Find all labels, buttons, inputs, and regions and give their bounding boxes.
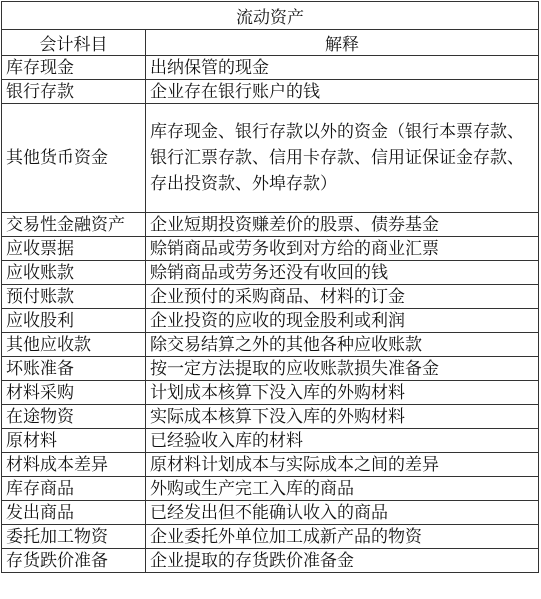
table-row bbox=[2, 501, 539, 525]
table-row bbox=[2, 80, 539, 104]
table-row bbox=[2, 285, 539, 309]
table-row bbox=[2, 357, 539, 381]
table-row bbox=[2, 477, 539, 501]
account-term: 材料采购 bbox=[2, 381, 146, 405]
table-row bbox=[2, 261, 539, 285]
table-row bbox=[2, 429, 539, 453]
table-row bbox=[2, 56, 539, 80]
account-term: 交易性金融资产 bbox=[2, 213, 146, 237]
table-row bbox=[2, 333, 539, 357]
table-row bbox=[2, 104, 539, 213]
account-description: 已经验收入库的材料 bbox=[146, 429, 539, 453]
account-term: 应收账款 bbox=[2, 261, 146, 285]
column-header-term: 会计科目 bbox=[2, 30, 146, 56]
account-term: 应收股利 bbox=[2, 309, 146, 333]
account-description: 实际成本核算下没入库的外购材料 bbox=[146, 405, 539, 429]
account-description: 企业投资的应收的现金股利或利润 bbox=[146, 309, 539, 333]
table-row bbox=[2, 381, 539, 405]
account-description: 原材料计划成本与实际成本之间的差异 bbox=[146, 453, 539, 477]
account-term: 原材料 bbox=[2, 429, 146, 453]
table-row bbox=[2, 309, 539, 333]
account-description: 除交易结算之外的其他各种应收账款 bbox=[146, 333, 539, 357]
account-term: 发出商品 bbox=[2, 501, 146, 525]
account-description: 企业短期投资赚差价的股票、债券基金 bbox=[146, 213, 539, 237]
account-term: 其他应收款 bbox=[2, 333, 146, 357]
account-description: 出纳保管的现金 bbox=[146, 56, 539, 80]
column-header-description: 解释 bbox=[146, 30, 539, 56]
account-term: 材料成本差异 bbox=[2, 453, 146, 477]
account-description: 企业预付的采购商品、材料的订金 bbox=[146, 285, 539, 309]
table-title-row bbox=[2, 2, 539, 30]
account-description: 按一定方法提取的应收账款损失准备金 bbox=[146, 357, 539, 381]
account-term: 坏账准备 bbox=[2, 357, 146, 381]
table-row bbox=[2, 237, 539, 261]
table-row bbox=[2, 453, 539, 477]
table-header-row bbox=[2, 30, 539, 56]
account-term: 银行存款 bbox=[2, 80, 146, 104]
account-term: 库存商品 bbox=[2, 477, 146, 501]
account-description: 企业提取的存货跌价准备金 bbox=[146, 549, 539, 573]
account-term: 库存现金 bbox=[2, 56, 146, 80]
account-term: 委托加工物资 bbox=[2, 525, 146, 549]
account-description: 计划成本核算下没入库的外购材料 bbox=[146, 381, 539, 405]
account-description: 库存现金、银行存款以外的资金（银行本票存款、银行汇票存款、信用卡存款、信用证保证金存款、存出投资款、外埠存款） bbox=[146, 104, 539, 213]
table-title: 流动资产 bbox=[2, 2, 539, 30]
account-term: 在途物资 bbox=[2, 405, 146, 429]
table-row bbox=[2, 549, 539, 573]
account-description: 已经发出但不能确认收入的商品 bbox=[146, 501, 539, 525]
table-row bbox=[2, 525, 539, 549]
account-description: 赊销商品或劳务收到对方给的商业汇票 bbox=[146, 237, 539, 261]
table-row bbox=[2, 405, 539, 429]
account-term: 应收票据 bbox=[2, 237, 146, 261]
account-description: 外购或生产完工入库的商品 bbox=[146, 477, 539, 501]
account-description: 赊销商品或劳务还没有收回的钱 bbox=[146, 261, 539, 285]
account-description: 企业委托外单位加工成新产品的物资 bbox=[146, 525, 539, 549]
account-term: 其他货币资金 bbox=[2, 104, 146, 213]
table-row bbox=[2, 213, 539, 237]
account-term: 存货跌价准备 bbox=[2, 549, 146, 573]
current-assets-table bbox=[1, 1, 539, 573]
account-description: 企业存在银行账户的钱 bbox=[146, 80, 539, 104]
account-term: 预付账款 bbox=[2, 285, 146, 309]
